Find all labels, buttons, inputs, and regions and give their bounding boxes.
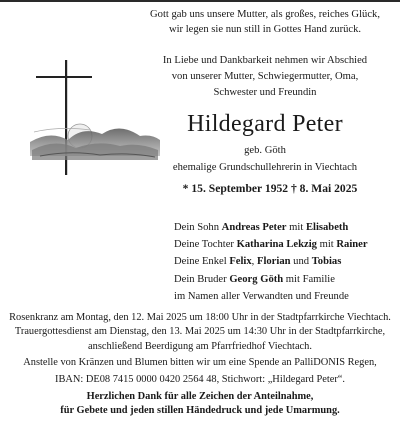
- donation-line-1: Anstelle von Kränzen und Blumen bitten wir um eine Spende an PalliDONIS Regen,: [23, 357, 377, 368]
- landscape-icon: [30, 124, 160, 160]
- thanks-block: [4, 390, 396, 419]
- poem-line-1: Gott gab uns unsere Mutter, als großes, reiches Glück,: [150, 9, 380, 20]
- service-info: [4, 311, 396, 354]
- rosary-line: Rosenkranz am Montag, den 12. Mai 2025 um 18:00 Uhr in der Stadtpfarrkirche Viechtach.: [9, 312, 391, 323]
- farewell-line-2: von unserer Mutter, Schwiegermutter, Oma,: [171, 71, 359, 82]
- poem-line-2: wir legen sie nun still in Gottes Hand zurück.: [168, 24, 362, 35]
- thanks-line-1: Herzlichen Dank für alle Zeichen der Anteilnahme,: [86, 391, 314, 402]
- family-row: Deine Tochter Katharina Lekzig mit Rainer: [174, 239, 368, 251]
- family-row: im Namen aller Verwandten und Freunde: [174, 290, 349, 302]
- maiden-name: geb. Göth: [244, 145, 286, 156]
- farewell-line-1: In Liebe und Dankbarkeit nehmen wir Abschied: [162, 55, 368, 66]
- life-dates: * 15. September 1952 † 8. Mai 2025: [182, 182, 358, 195]
- family-list: [174, 219, 368, 305]
- burial-line: anschließend Beerdigung am Pfarrfriedhof Viechtach.: [88, 340, 312, 352]
- farewell-line-3: Schwester und Freundin: [213, 87, 317, 98]
- family-row: Deine Enkel Felix, Florian und Tobias: [174, 256, 342, 268]
- iban-line: IBAN: DE08 7415 0000 0420 2564 48, Stichwort: „Hildegard Peter“.: [54, 373, 346, 385]
- family-row: Dein Bruder Georg Göth mit Familie: [174, 273, 335, 285]
- family-row: Dein Sohn Andreas Peter mit Elisabeth: [174, 222, 349, 233]
- mass-line: Trauergottesdienst am Dienstag, den 13. Mai 2025 um 14:30 Uhr in der Stadtpfarrkirche,: [14, 326, 386, 338]
- occupation: ehemalige Grundschullehrerin in Viechtach: [172, 162, 358, 173]
- donation-info: [4, 355, 396, 388]
- top-border-line: [0, 0, 400, 2]
- deceased-name: Hildegard Peter: [187, 111, 343, 137]
- thanks-line-2: für Gebete und jeden stillen Händedruck und jede Umarmung.: [60, 405, 340, 417]
- poem-block: [140, 7, 390, 37]
- farewell-block: [140, 53, 390, 101]
